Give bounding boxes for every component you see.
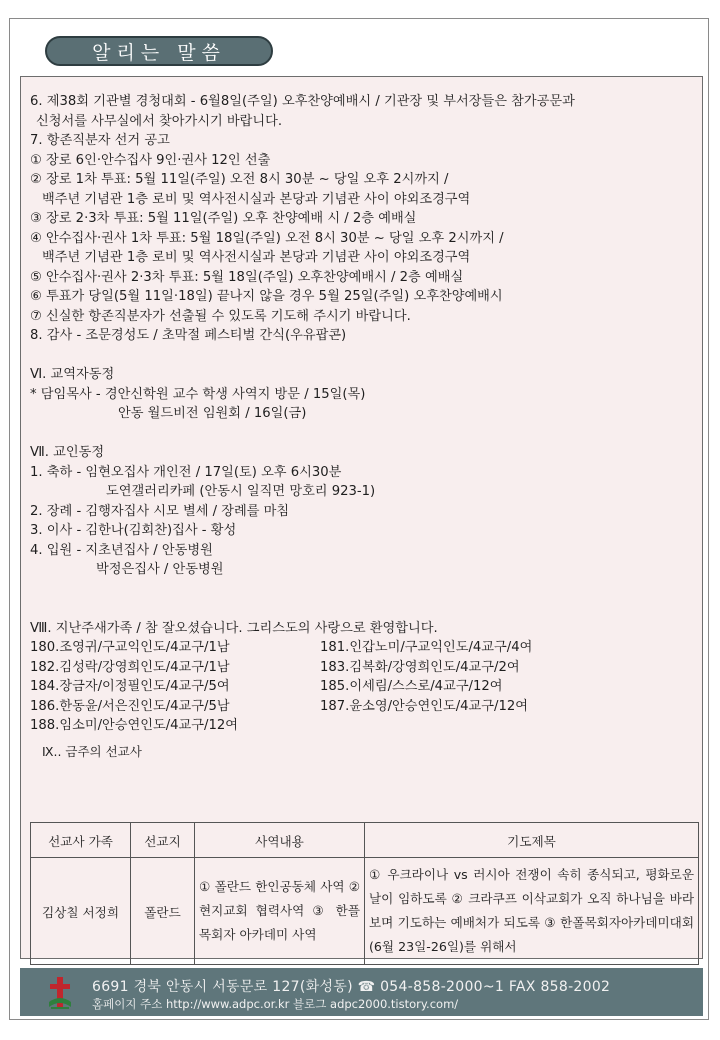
new-family-item: 180.조영귀/구교익인도/4교구/1남 (30, 640, 230, 655)
column-header-ministry: 사역내용 (195, 823, 365, 858)
section-7-line4b: 박정은집사 / 안동병원 (96, 562, 224, 577)
cell-ministry: ① 폴란드 한인공동체 사역 ② 현지교회 협력사역 ③ 한플 목회자 아카데미 사역 (195, 858, 365, 965)
section-7-title: Ⅶ. 교인동정 (30, 445, 105, 460)
section-7-line2: 2. 장례 - 김행자집사 시모 별세 / 장례를 마침 (30, 503, 290, 519)
new-family-item: 181.인갑노미/구교익인도/4교구/4여 (320, 640, 533, 655)
notice-6-line1: 6. 제38회 기관별 경청대회 - 6월8일(주일) 오후찬양예배시 / 기관장 및 부서장들은 참가공문과 (30, 94, 575, 109)
new-family-item: 185.이세림/스스로/4교구/12여 (320, 679, 503, 694)
new-family-item: 182.김성락/강영희인도/4교구/1남 (30, 659, 230, 675)
new-family-item: 187.윤소영/안승연인도/4교구/12여 (320, 698, 528, 714)
notice-list (30, 92, 700, 761)
section-7-line4a: 4. 입원 - 지초년집사 / 안동병원 (30, 542, 213, 558)
cell-family: 김상칠 서정희 (31, 858, 131, 965)
new-family-item: 188.임소미/안승연인도/4교구/12여 (30, 718, 238, 733)
table-row (31, 858, 699, 965)
notice-7-item4a: ④ 안수집사·권사 1차 투표: 5월 18일(주일) 오전 8시 30분 ~ 당일 오후 2시까지 / (30, 230, 504, 246)
notice-7-item3: ③ 장로 2·3차 투표: 5월 11일(주일) 오후 찬양예배 시 / 2층 예배실 (30, 211, 417, 226)
section-6-line2: 안동 월드비전 임원회 / 16일(금) (118, 406, 307, 421)
notice-7-item2b: 백주년 기념관 1층 로비 및 역사전시실과 본당과 기념관 사이 야외조경구역 (42, 191, 471, 207)
new-family-item: 184.장금자/이정필인도/4교구/5여 (30, 679, 230, 694)
section-8-title: Ⅷ. 지난주새가족 / 참 잘오셨습니다. 그리스도의 사랑으로 환영합니다. (30, 620, 438, 636)
column-header-family: 선교사 가족 (31, 823, 131, 858)
notice-7-item2a: ② 장로 1차 투표: 5월 11일(주일) 오전 8시 30분 ~ 당일 오후 2시까지 / (30, 172, 449, 187)
section-7-line1b: 도연갤러리카페 (안동시 일직면 망호리 923-1) (106, 484, 376, 499)
new-family-item: 183.김복화/강영희인도/4교구/2여 (320, 659, 520, 675)
footer (20, 968, 703, 1016)
section-7-line3: 3. 이사 - 김한나(김회찬)집사 - 황성 (30, 523, 237, 538)
missionary-table (30, 822, 699, 965)
footer-website: 홈페이지 주소 http://www.adpc.or.kr 블로그 adpc2000.tistory.com/ (92, 997, 459, 1011)
section-9-title: Ⅸ.. 금주의 선교사 (42, 743, 142, 759)
notice-7-item7: ⑦ 신실한 항존직분자가 선출될 수 있도록 기도해 주시기 바랍니다. (30, 308, 411, 324)
section-7-line1a: 1. 축하 - 임현오집사 개인전 / 17일(토) 오후 6시30분 (30, 464, 342, 480)
notice-8: 8. 감사 - 조문경성도 / 초막절 페스티벌 간식(우유팝콘) (30, 328, 347, 343)
column-header-country: 선교지 (131, 823, 195, 858)
notice-6-line2: 신청서를 사무실에서 찾아가시기 바랍니다. (36, 113, 283, 129)
table-header-row (31, 823, 699, 858)
church-cross-logo-icon (47, 976, 73, 1010)
notice-7-item5: ⑤ 안수집사·권사 2·3차 투표: 5월 18일(주일) 오후찬양예배시 / 2층 예배실 (30, 269, 464, 285)
column-header-prayer: 기도제목 (365, 823, 699, 858)
notice-7-item1: ① 장로 6인·안수집사 9인·권사 12인 선출 (30, 152, 271, 168)
cell-prayer: ① 우크라이나 vs 러시아 전쟁이 속히 종식되고, 평화로운 날이 임하도록 ② 크라쿠프 이삭교회가 오직 하나님을 바라보며 기도하는 예배처가 되도록 ③ 한폴목회자아카데미대회(6월 23일-26일)를 위해서 (365, 858, 699, 965)
new-family-item: 186.한동윤/서은진인도/4교구/5남 (30, 698, 230, 714)
footer-address: 6691 경북 안동시 서동문로 127(화성동) ☎ 054-858-2000~1 FAX 858-2002 (92, 979, 611, 995)
page-title: 알리는 말씀 (45, 36, 273, 66)
notice-7-title: 7. 항존직분자 선거 공고 (30, 133, 170, 148)
notice-7-item4b: 백주년 기념관 1층 로비 및 역사전시실과 본당과 기념관 사이 야외조경구역 (42, 250, 471, 265)
cell-country: 폴란드 (131, 858, 195, 965)
notice-7-item6: ⑥ 투표가 당일(5월 11일·18일) 끝나지 않을 경우 5월 25일(주일) 오후찬양예배시 (30, 289, 503, 304)
section-6-line1: * 담임목사 - 경안신학원 교수 학생 사역지 방문 / 15일(목) (30, 386, 366, 402)
section-6-title: Ⅵ. 교역자동정 (30, 367, 115, 382)
